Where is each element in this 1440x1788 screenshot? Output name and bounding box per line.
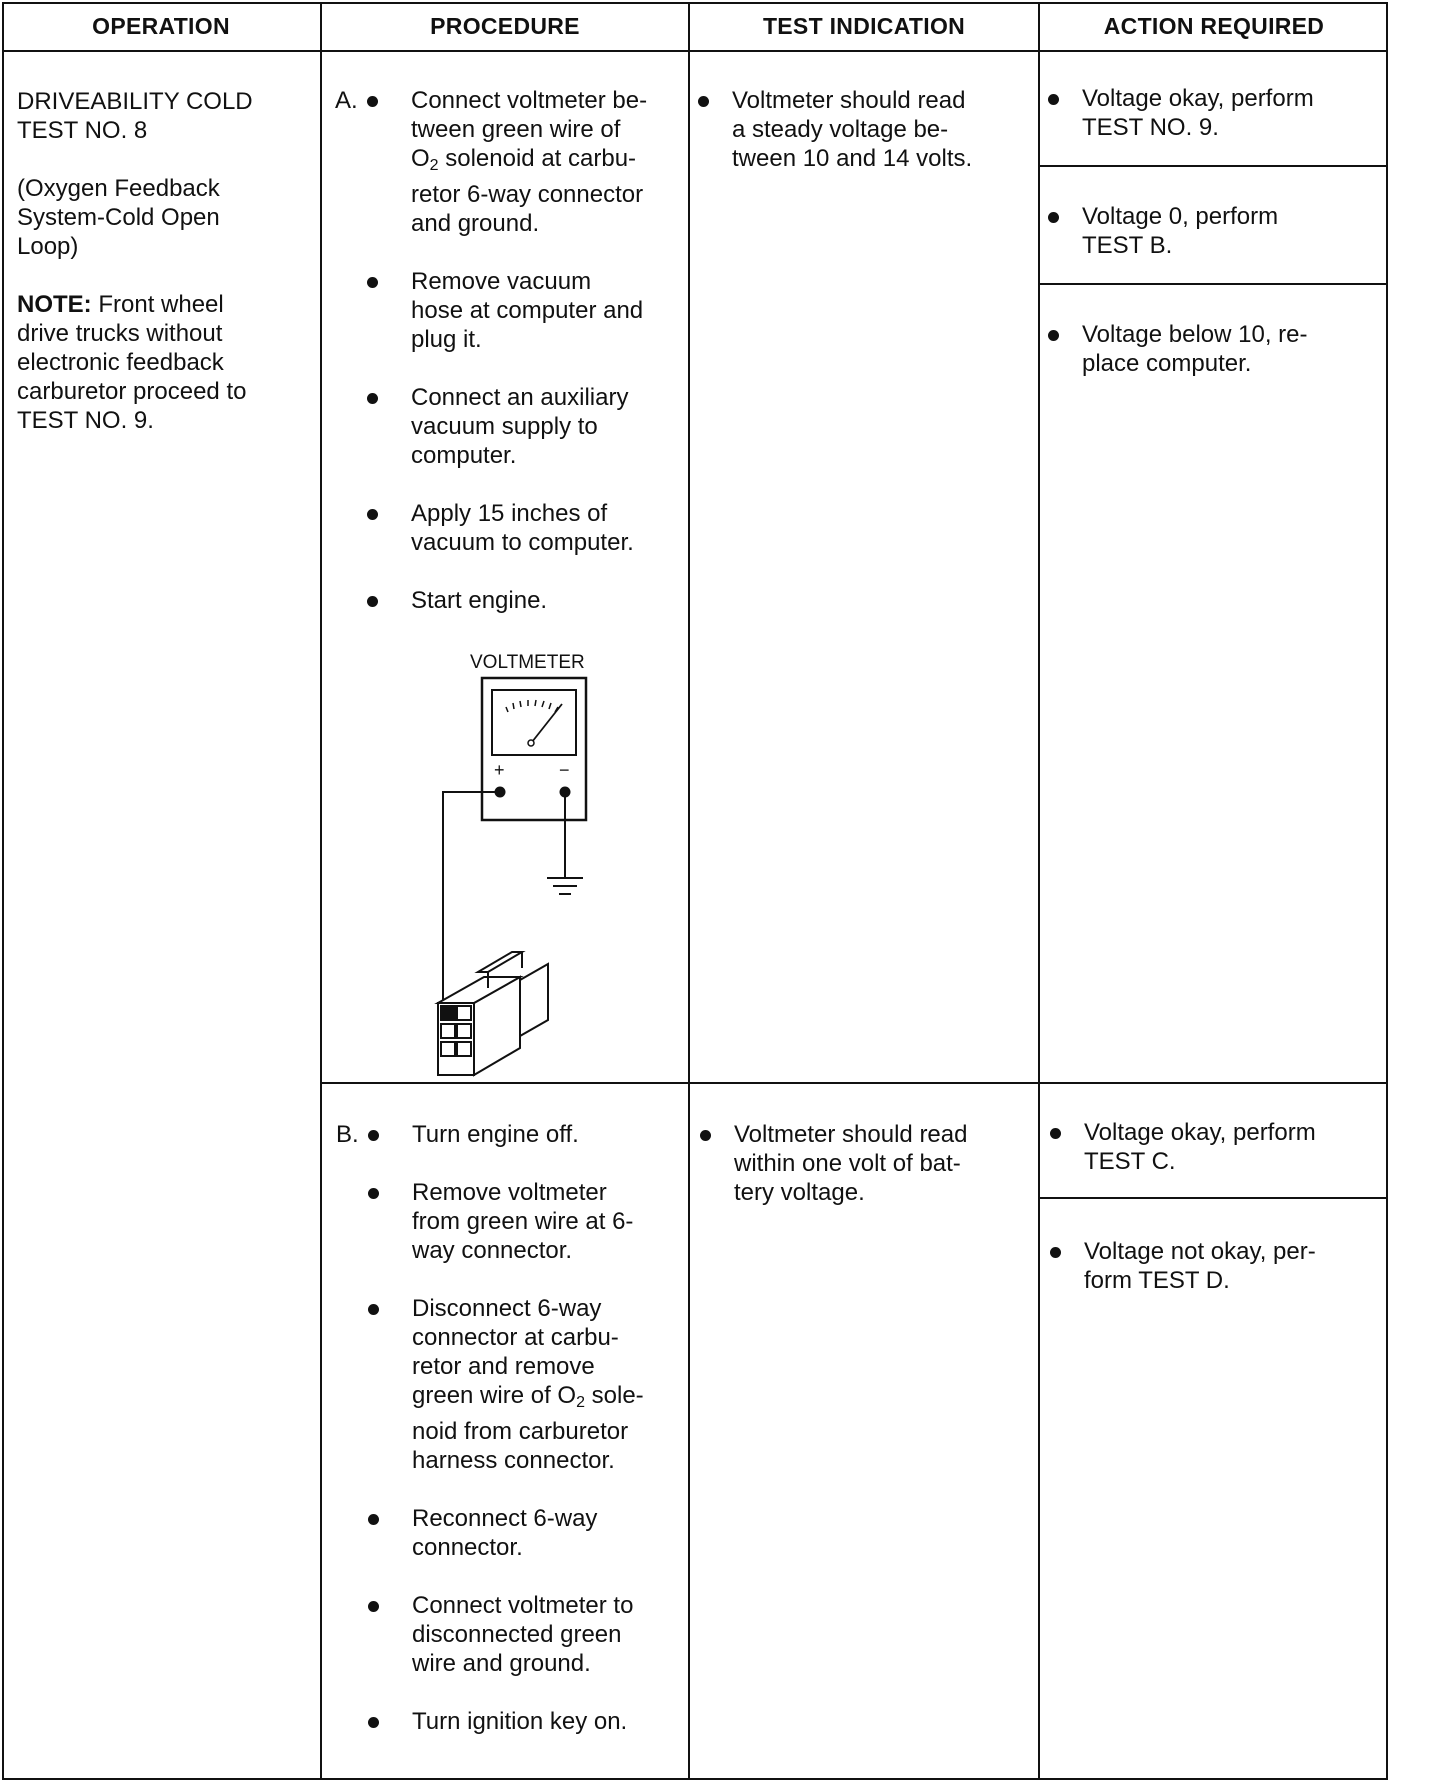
column-divider	[320, 2, 322, 1780]
indication-a-cell	[698, 86, 1033, 202]
bullet-icon	[1048, 94, 1059, 105]
step-letter: B.	[336, 1121, 359, 1148]
header-procedure: PROCEDURE	[430, 12, 580, 39]
action-b1: Voltage okay, perform TEST C.	[1050, 1118, 1385, 1205]
ground-symbol	[547, 878, 583, 894]
procedure-b-step: B. Turn engine off.	[336, 1121, 579, 1148]
procedure-b-step: Connect voltmeter to disconnected green wire and ground.	[336, 1591, 686, 1678]
header-divider	[2, 50, 1388, 52]
meter-needle	[532, 704, 562, 742]
procedure-a-cell	[335, 86, 685, 644]
voltmeter-diagram	[410, 650, 600, 1080]
header-test-indication: TEST INDICATION	[762, 12, 966, 39]
procedure-a-step: Connect an auxiliary vacuum supply to computer.	[335, 383, 685, 470]
bullet-icon	[1048, 212, 1059, 223]
bullet-icon	[368, 1130, 379, 1141]
six-way-connector	[438, 952, 548, 1075]
procedure-b-step: Turn ignition key on.	[336, 1707, 686, 1736]
voltmeter-body	[482, 678, 586, 820]
voltmeter-label: VOLTMETER	[470, 652, 585, 673]
action-b2: Voltage not okay, per- form TEST D.	[1050, 1237, 1385, 1324]
needle-pivot	[528, 740, 534, 746]
bullet-icon	[368, 1717, 379, 1728]
operation-note: NOTE: Front wheel drive trucks without electronic feedback carburetor proceed to TEST NO. 9.	[17, 291, 247, 434]
bullet-icon	[700, 1130, 711, 1141]
indication-a-item: Voltmeter should read a steady voltage be- tween 10 and 14 volts.	[698, 86, 1033, 173]
header-action-required: ACTION REQUIRED	[1103, 12, 1325, 39]
step-letter: A.	[335, 87, 358, 114]
column-divider	[1038, 2, 1040, 1780]
bullet-icon	[1048, 330, 1059, 341]
bullet-icon	[1050, 1247, 1061, 1258]
bullet-icon	[698, 96, 709, 107]
bullet-icon	[367, 277, 378, 288]
positive-wire	[443, 792, 500, 1006]
procedure-a-step: A. Connect voltmeter be- tween green wire of $O_2$ solenoid at carbu- retor 6-way connector and ground.	[335, 87, 648, 237]
plus-sign: +	[494, 760, 505, 780]
bullet-icon	[368, 1188, 379, 1199]
bullet-icon	[368, 1304, 379, 1315]
operation-title: DRIVEABILITY COLD TEST NO. 8	[17, 88, 253, 144]
procedure-b-step: Remove voltmeter from green wire at 6- way connector.	[336, 1178, 686, 1265]
indication-b-cell	[700, 1120, 1035, 1236]
bullet-icon	[367, 509, 378, 520]
operation-cell	[17, 87, 317, 464]
action-a1: Voltage okay, perform TEST NO. 9.	[1048, 84, 1383, 171]
action-a3: Voltage below 10, re- place computer.	[1048, 320, 1383, 407]
operation-subtitle: (Oxygen Feedback System-Cold Open Loop)	[17, 175, 220, 260]
row-divider	[320, 1082, 1388, 1084]
procedure-b-cell	[336, 1120, 686, 1765]
procedure-b-step: Disconnect 6-way connector at carbu- retor and remove green wire of $O_2$ sole- noid from carburetor harness connector.	[336, 1294, 686, 1475]
bullet-icon	[367, 96, 378, 107]
bullet-icon	[1050, 1128, 1061, 1139]
procedure-a-step: Remove vacuum hose at computer and plug it.	[335, 267, 685, 354]
action-a2: Voltage 0, perform TEST B.	[1048, 202, 1383, 289]
column-divider	[688, 2, 690, 1780]
procedure-a-step: Apply 15 inches of vacuum to computer.	[335, 499, 685, 557]
header-operation: OPERATION	[92, 12, 230, 39]
bullet-icon	[367, 393, 378, 404]
note-label: NOTE:	[17, 291, 92, 318]
scale-ticks	[506, 700, 558, 712]
indication-b-item: Voltmeter should read within one volt of bat- tery voltage.	[700, 1120, 1035, 1207]
bullet-icon	[368, 1514, 379, 1525]
procedure-a-step: Start engine.	[335, 586, 685, 615]
procedure-b-step: Reconnect 6-way connector.	[336, 1504, 686, 1562]
bullet-icon	[368, 1601, 379, 1612]
minus-sign: −	[559, 760, 570, 780]
bullet-icon	[367, 596, 378, 607]
